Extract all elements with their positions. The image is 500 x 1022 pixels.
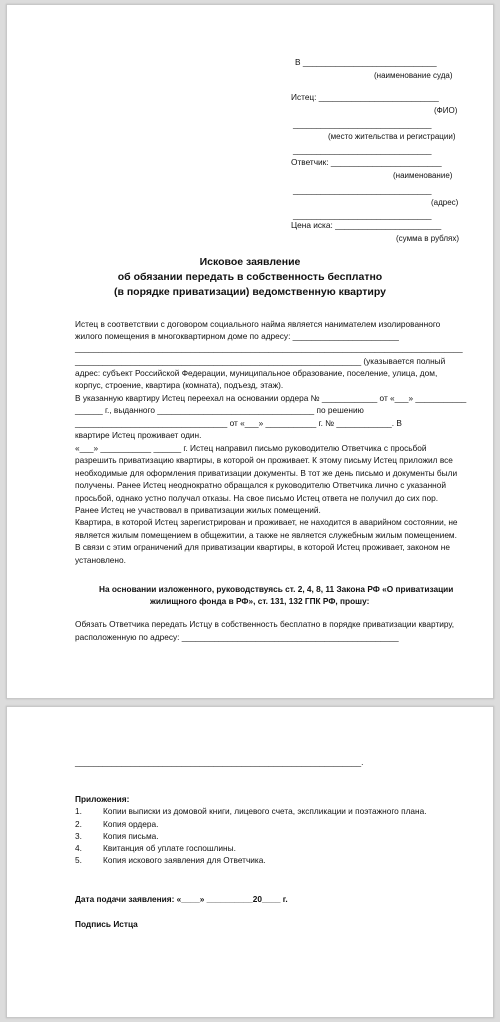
document-subtitle-1: об обязании передать в собственность бесплатно	[117, 271, 383, 283]
attachment-item: Копии выписки из домовой книги, лицевого счета, экспликации и поэтажного плана.	[103, 806, 427, 816]
body-line: адрес: субъект Российской Федерации, муниципальное образование, поселение, улица, дом,	[75, 368, 438, 378]
body-line: ______________________________________________________________ (указывается полный	[75, 356, 446, 366]
document-subtitle-2: (в порядке приватизации) ведомственную квартиру	[113, 286, 387, 298]
attachment-number: 5.	[75, 855, 82, 865]
body-line: является жилым помещением в общежитии, а также не является служебным жилым помещением.	[75, 530, 457, 540]
request-line-1: Обязать Ответчика передать Истцу в собственность бесплатно в порядке приватизации квартиру,	[75, 619, 455, 629]
name-hint: (ФИО)	[434, 106, 458, 115]
plaintiff-line: Истец: __________________________	[291, 92, 439, 102]
body-line: В связи с этим ограничений для приватизации квартиры, в которой Истец проживает, законом не	[75, 542, 451, 552]
attachment-number: 2.	[75, 819, 82, 829]
body-line: квартире Истец проживает один.	[75, 430, 202, 440]
attachment-item: Копия искового заявления для Ответчика.	[103, 855, 266, 865]
body-line: необходимые для оформления приватизации документы. В тот же день письмо и документы были	[75, 468, 458, 478]
basis-line-1: На основании изложенного, руководствуясь ст. 2, 4, 8, 11 Закона РФ «О приватизации	[99, 584, 454, 594]
claim-price-line: Цена иска: _______________________	[291, 220, 442, 230]
basis-line-2: жилищного фонда в РФ», ст. 131, 132 ГПК РФ, прошу:	[150, 596, 370, 606]
attachment-number: 1.	[75, 806, 82, 816]
document-page-1	[6, 4, 494, 699]
attachment-number: 4.	[75, 843, 82, 853]
sum-hint: (сумма в рублях)	[396, 234, 460, 243]
body-line: Истец в соответствии с договором социального найма является нанимателем изолированного	[75, 319, 441, 329]
attachment-item: Копия ордера.	[103, 819, 159, 829]
body-line: получены. Ранее Истец неоднократно обращался к руководителю Ответчика лично с указанной	[75, 480, 446, 490]
body-line: «___» ___________ ______ г. Истец направил письмо руководителю Ответчика с просьбой	[75, 443, 427, 453]
plaintiff-signature: Подпись Истца	[75, 919, 138, 929]
body-line: просьбой, однако устно получал отказы. На свое письмо Истец ответа не получил до сих пор.	[75, 493, 439, 503]
attachment-item: Квитанция об уплате госпошлины.	[103, 843, 236, 853]
address-continuation-line: ______________________________________________________________.	[75, 757, 364, 767]
body-line: Квартира, в которой Истец зарегистрирован и проживает, не находится в аварийном состоянии, не	[75, 517, 458, 527]
body-line: разрешить приватизацию квартиры, в которой он проживает. К этому письму Истец приложил все	[75, 455, 453, 465]
defendant-line: Ответчик: ________________________	[291, 157, 442, 167]
body-line: Ранее Истец не участвовал в приватизации жилых помещений.	[75, 505, 321, 515]
address-hint: (адрес)	[431, 198, 459, 207]
body-line: _________________________________ от «___» ___________ г. № ____________. В	[75, 418, 402, 428]
body-line: установлено.	[75, 555, 126, 565]
body-line: корпус, строение, квартира (комната), подъезд, этаж).	[75, 380, 284, 390]
submission-date-line: Дата подачи заявления: «____» __________20____ г.	[75, 894, 288, 904]
attachment-item: Копия письма.	[103, 831, 159, 841]
attachment-number: 3.	[75, 831, 82, 841]
defendant-title-hint: (наименование)	[393, 171, 453, 180]
body-line: ______ г., выданного __________________________________ по решению	[75, 405, 364, 415]
court-hint: (наименование суда)	[374, 71, 453, 80]
request-line-2: расположенную по адресу: _______________________________________________	[75, 632, 399, 642]
residence-blank-2: ______________________________	[293, 145, 432, 155]
document-title: Исковое заявление	[199, 256, 301, 268]
body-line: ____________________________________________________________________________________	[75, 343, 463, 353]
document-page-2	[6, 706, 494, 1018]
court-line: В _____________________________	[295, 57, 437, 67]
body-line: В указанную квартиру Истец переехал на основании ордера № ____________ от «___» ___________	[75, 393, 467, 403]
residence-hint: (место жительства и регистрации)	[328, 132, 456, 141]
address-blank-2: ______________________________	[293, 210, 432, 220]
body-line: жилого помещения в многоквартирном доме по адресу: _______________________	[75, 331, 399, 341]
defendant-address-blank: ______________________________	[293, 185, 432, 195]
attachments-heading: Приложения:	[75, 794, 130, 804]
residence-blank: ______________________________	[293, 119, 432, 129]
